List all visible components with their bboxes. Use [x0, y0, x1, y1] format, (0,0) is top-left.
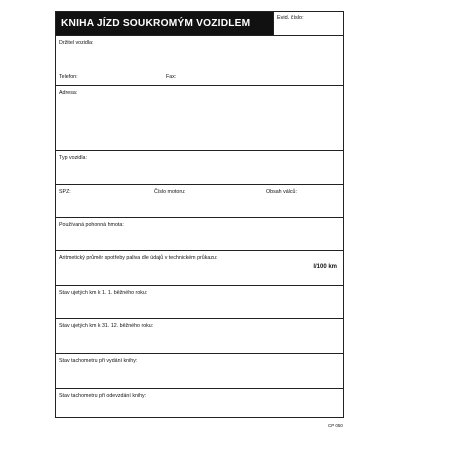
phone-label: Telefon:: [59, 74, 78, 80]
vehicle-type-section[interactable]: [56, 151, 343, 185]
form-title: KNIHA JÍZD SOUKROMÝM VOZIDLEM: [56, 12, 273, 35]
spz-label: SPZ:: [59, 189, 71, 195]
form-code: CP 050: [328, 423, 343, 428]
evid-number-label: Evid. číslo:: [277, 15, 304, 21]
km-end-section[interactable]: [56, 319, 343, 354]
evid-number-field[interactable]: [273, 12, 343, 35]
consumption-label: Aritmetický průměr spotřeby paliva dle údajů v technickém průkazu:: [59, 255, 218, 261]
tacho-return-label: Stav tachometru při odevzdání knihy:: [59, 393, 147, 399]
tacho-return-section[interactable]: [56, 389, 343, 418]
registration-section[interactable]: [56, 185, 343, 218]
km-end-label: Stav ujetých km k 31. 12. běžného roku:: [59, 323, 154, 329]
holder-section[interactable]: [56, 36, 343, 86]
form-header: [56, 12, 343, 36]
address-section[interactable]: [56, 86, 343, 151]
consumption-section[interactable]: [56, 251, 343, 286]
vehicle-type-label: Typ vozidla:: [59, 155, 87, 161]
tacho-issue-label: Stav tachometru při vydání knihy:: [59, 358, 138, 364]
fuel-label: Používaná pohonná hmota:: [59, 222, 124, 228]
fax-label: Fax:: [166, 74, 177, 80]
consumption-unit: l/100 km: [313, 264, 337, 270]
holder-label: Držitel vozidla:: [59, 40, 94, 46]
km-start-section[interactable]: [56, 286, 343, 319]
vehicle-logbook-form: [55, 11, 344, 418]
fuel-section[interactable]: [56, 218, 343, 251]
km-start-label: Stav ujetých km k 1. 1. běžného roku:: [59, 290, 148, 296]
address-label: Adresa:: [59, 90, 78, 96]
cylinder-capacity-label: Obsah válců:: [266, 189, 297, 195]
engine-number-label: Číslo motoru:: [154, 189, 186, 195]
tacho-issue-section[interactable]: [56, 354, 343, 389]
